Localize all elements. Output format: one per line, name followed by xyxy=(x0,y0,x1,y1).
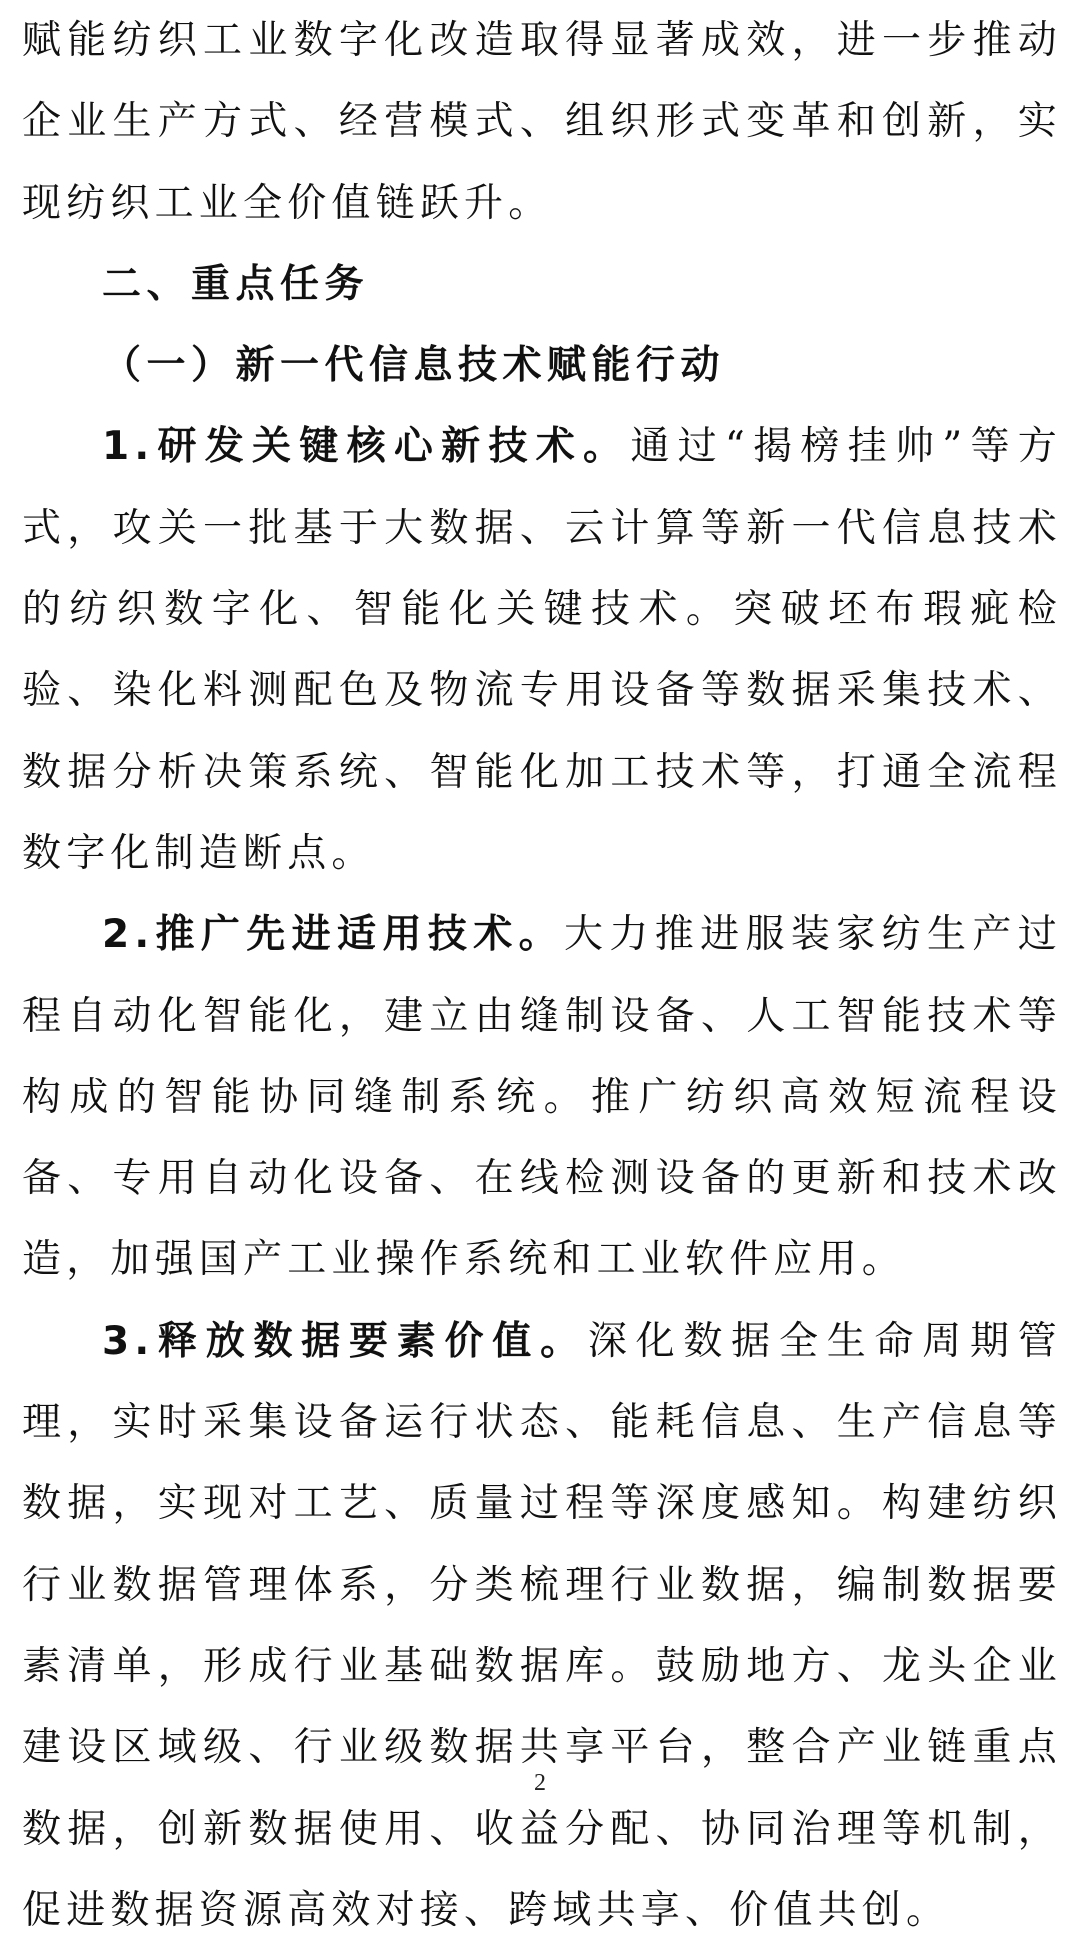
document-body xyxy=(22,0,1062,1951)
task-item-2-lead: 2.推广先进适用技术。 xyxy=(102,912,564,958)
task-item-1-body: 通过“揭榜挂帅”等方式，攻关一批基于大数据、云计算等新一代信息技术的纺织数字化、智能化关键技术。突破坯布瑕疵检验、染化料测配色及物流专用设备等数据采集技术、数据分析决策系统、智能化加工技术等，打通全流程数字化制造断点。 xyxy=(22,424,1062,876)
subsection-heading: （一）新一代信息技术赋能行动 xyxy=(102,343,726,389)
task-item-1-lead: 1.研发关键核心新技术。 xyxy=(102,424,631,470)
task-item-1 xyxy=(22,406,1062,894)
task-item-3-lead: 3.释放数据要素价值。 xyxy=(102,1318,588,1364)
page-number: 2 xyxy=(534,1770,546,1796)
section-heading: 二、重点任务 xyxy=(102,261,370,307)
intro-paragraph: 赋能纺织工业数字化改造取得显著成效，进一步推动企业生产方式、经营模式、组织形式变革和创新，实现纺织工业全价值链跃升。 xyxy=(22,18,1062,226)
task-item-2-body: 大力推进服装家纺生产过程自动化智能化，建立由缝制设备、人工智能技术等构成的智能协同缝制系统。推广纺织高效短流程设备、专用自动化设备、在线检测设备的更新和技术改造，加强国产工业操作系统和工业软件应用。 xyxy=(22,912,1063,1283)
task-item-3-body: 深化数据全生命周期管理，实时采集设备运行状态、能耗信息、生产信息等数据，实现对工艺、质量过程等深度感知。构建纺织行业数据管理体系，分类梳理行业数据，编制数据要素清单，形成行业基础数据库。鼓励地方、龙头企业建设区域级、行业级数据共享平台，整合产业链重点数据，创新数据使用、收益分配、协同治理等机制，促进数据资源高效对接、跨域共享、价值共创。 xyxy=(22,1318,1062,1933)
task-item-2 xyxy=(22,894,1062,1300)
task-item-3 xyxy=(22,1301,1062,1951)
